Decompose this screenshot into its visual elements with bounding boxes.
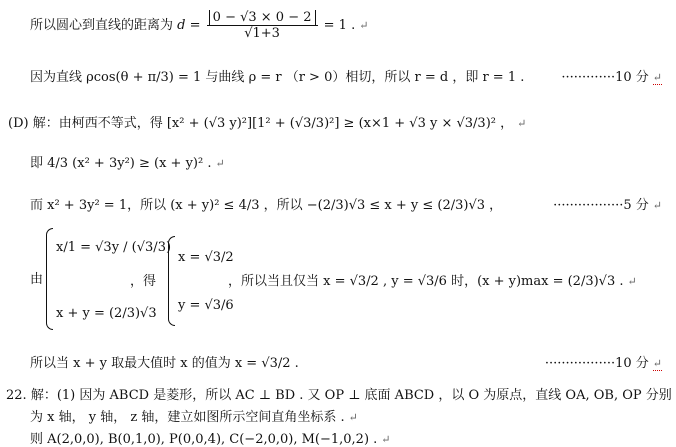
bound-text: 而 x² + 3y² = 1，所以 (x + y)² ≤ 4/3 ，所以 −(2/3)√3 ≤ x + y ≤ (2/3)√3 ，: [30, 198, 503, 213]
max-value-line: [30, 352, 299, 371]
system1-eq2: x + y = (2/3)√3: [56, 306, 157, 321]
distance-prefix: 所以圆心到直线的距离为: [30, 18, 174, 33]
part-d-label: (D): [8, 116, 29, 131]
points-10-b: ·················10 分 ↵: [544, 356, 662, 371]
part-d-line: (D) 解：由柯西不等式，得 [x² + (√3 y)²][1² + (√3/3)²] ≥ (x×1 + √3 y × √3/3)² ， ↵: [8, 116, 527, 131]
de-text: ，得: [130, 274, 157, 289]
q22-line3: 则 A(2,0,0), B(0,1,0), P(0,0,4), C(−2,0,0), M(−1,0,2) . ↵: [30, 432, 391, 447]
max-value-text: 所以当 x + y 取最大值时 x 的值为 x = √3/2 .: [30, 356, 299, 371]
cauchy-text: 解：由柯西不等式，得 [x² + (√3 y)²][1² + (√3/3)²] ≥ (x×1 + √3 y × √3/3)² ，: [32, 116, 514, 131]
var-d: d: [177, 18, 186, 33]
equality-condition: ，所以当且仅当 x = √3/2 , y = √3/6 时，(x + y)max = (2/3)√3 . ↵: [228, 274, 637, 289]
brace-left-1: [46, 228, 53, 330]
distance-numerator: 0 − √3 × 0 − 2: [209, 10, 316, 25]
distance-result: = 1 .: [323, 18, 356, 33]
system1-eq1: x/1 = √3y / (√3/3): [56, 240, 172, 255]
distance-fraction: [207, 10, 318, 41]
system2-eq1: x = √3/2: [178, 250, 234, 265]
q22-line2: 为 x 轴， y 轴， z 轴，建立如图所示空间直角坐标系 . ↵: [30, 410, 358, 425]
inequality-line: 即 4/3 (x² + 3y²) ≥ (x + y)² . ↵: [30, 156, 225, 171]
brace-left-2: [168, 236, 175, 326]
q22-number: 22.: [6, 388, 27, 403]
you-label: 由: [30, 272, 44, 287]
q22-line1: [6, 384, 672, 403]
system2-eq2: y = √3/6: [178, 298, 234, 313]
inequality-text: 即 4/3 (x² + 3y²) ≥ (x + y)² .: [30, 156, 212, 171]
distance-denominator: √1+3: [244, 26, 280, 41]
tangent-text: 因为直线 ρcos(θ + π/3) = 1 与曲线 ρ = r （r > 0）相切，所以 r = d ，即 r = 1 .: [30, 70, 525, 85]
points-10-a: ·············10 分 ↵: [561, 70, 662, 85]
equals: =: [189, 18, 201, 33]
bound-line: [30, 194, 502, 213]
distance-line: 所以圆心到直线的距离为 d = $\frac{0 - √3 \times 0 - 2}{√1+3}$ = 1 . ↵: [30, 10, 369, 41]
tangent-line: [30, 66, 524, 85]
q22-text: 解：(1) 因为 ABCD 是菱形，所以 AC ⊥ BD . 又 OP ⊥ 底面 ABCD ，以 O 为原点，直线 OA, OB, OP 分别: [30, 388, 672, 403]
points-5: ·················5 分 ↵: [553, 198, 662, 213]
